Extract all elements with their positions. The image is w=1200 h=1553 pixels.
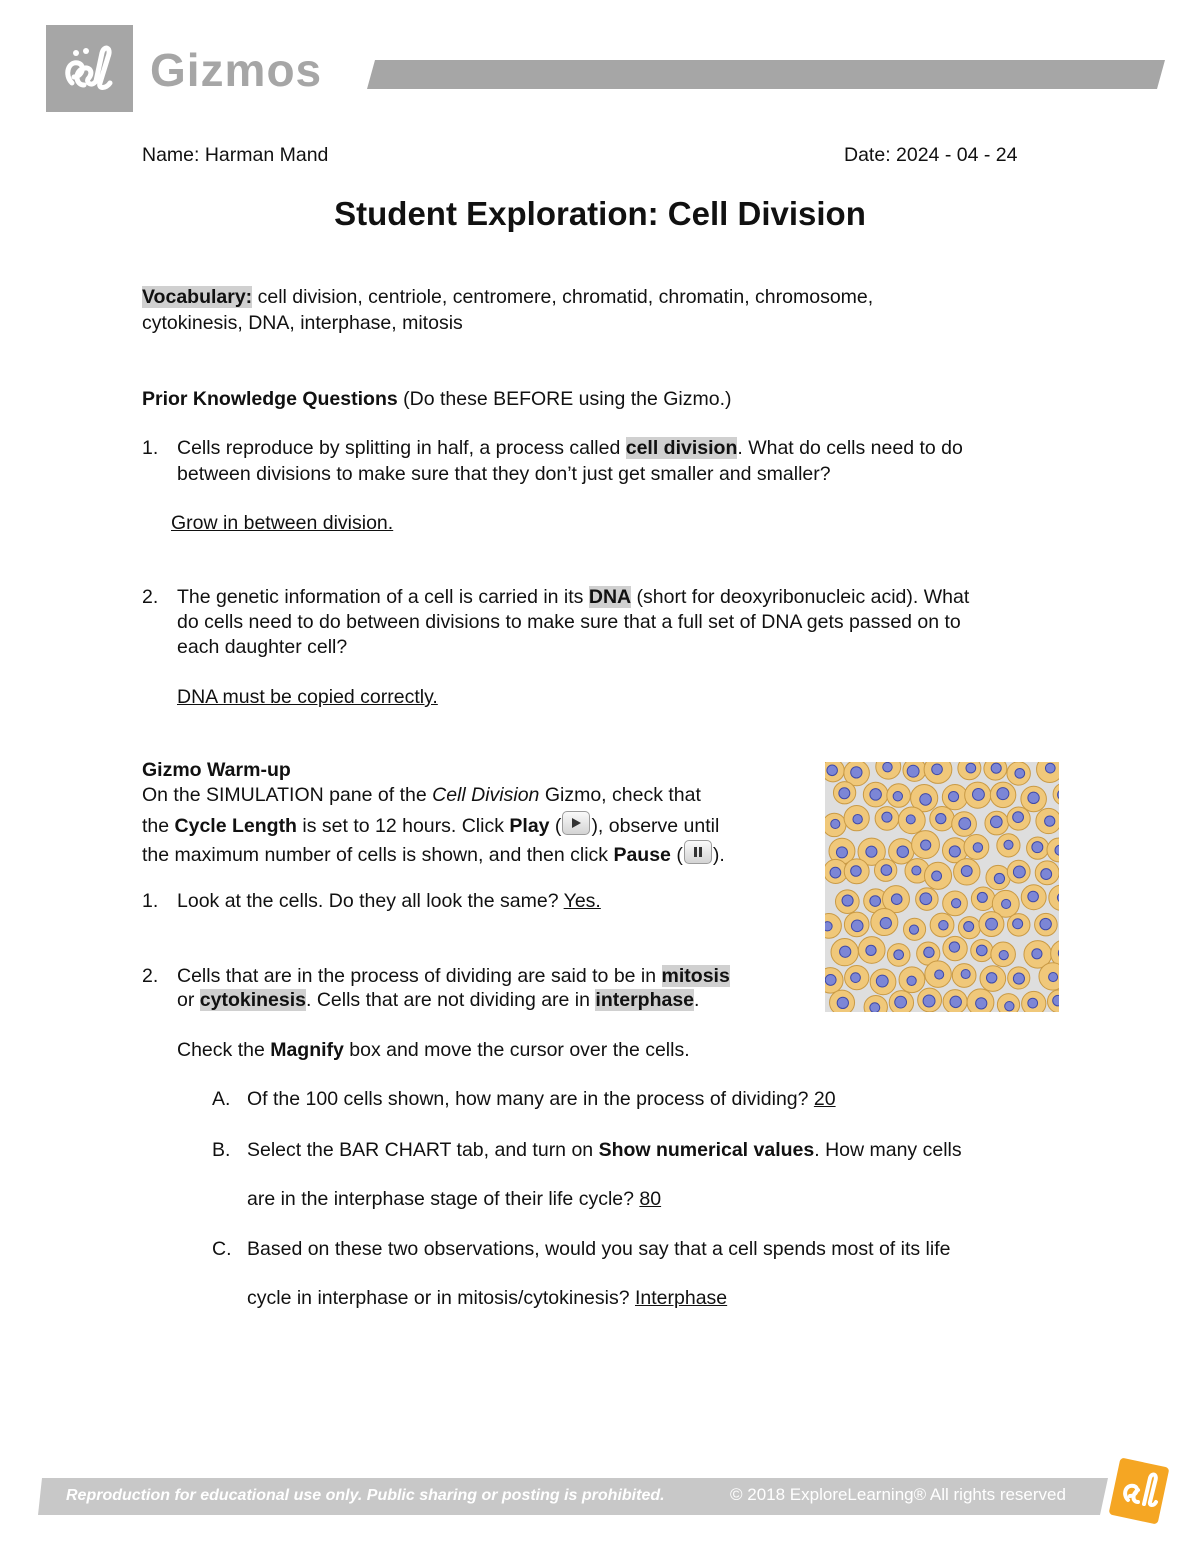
cell	[979, 912, 1004, 937]
cell	[1037, 762, 1059, 782]
cell	[924, 862, 951, 889]
cell	[942, 784, 967, 809]
warmup-intro3-d: ).	[712, 844, 725, 866]
brand-title: Gizmos	[150, 44, 323, 96]
cell	[991, 942, 1016, 967]
play-button[interactable]	[562, 811, 590, 835]
cell	[986, 865, 1010, 889]
wu-q2-text-d: . Cells that are not dividing are in	[306, 989, 596, 1011]
gizmo-name: Cell Division	[432, 784, 540, 806]
warmup-intro-text-a: On the SIMULATION pane of the	[142, 784, 433, 806]
pk-q2-line-3: each daughter cell?	[177, 636, 348, 658]
cell	[876, 762, 901, 779]
cell	[899, 967, 925, 993]
cell	[1036, 808, 1059, 833]
el-logo-icon	[46, 25, 133, 112]
wu-q2-text-c: or	[177, 989, 200, 1011]
cell	[954, 859, 980, 885]
cell	[990, 782, 1016, 808]
cell	[985, 811, 1009, 835]
pause-icon	[692, 846, 704, 858]
pk-q1-term: cell division	[625, 437, 738, 459]
cell	[844, 859, 869, 884]
cell	[971, 939, 993, 961]
wu-q2-text-a: Cells that are in the process of dividing are said to be in	[177, 965, 662, 987]
pk-q2-line-2: do cells need to do between divisions to make sure that a full set of DNA gets passed on to	[177, 611, 961, 633]
cell	[844, 912, 869, 937]
play-icon	[570, 817, 582, 829]
prior-knowledge-title: Prior Knowledge Questions	[142, 388, 398, 410]
cell	[887, 944, 910, 967]
warmup-intro3-a: the maximum number of cells is shown, and then click	[142, 844, 614, 866]
cell	[1022, 991, 1046, 1012]
pause-button[interactable]	[684, 840, 712, 864]
pause-term: Pause	[613, 844, 671, 866]
pk-q2-line-1	[177, 585, 969, 609]
cell-simulation-image	[825, 762, 1059, 1012]
cell	[830, 990, 855, 1012]
pk-q1-number: 1.	[142, 437, 159, 459]
sub-a-letter: A.	[212, 1088, 231, 1110]
sub-b-letter: B.	[212, 1139, 231, 1161]
sub-c-answer: Interphase	[635, 1287, 728, 1309]
cell	[889, 839, 914, 864]
cell	[1035, 913, 1058, 936]
warmup-intro2-c: is set to 12 hours. Click	[296, 815, 510, 837]
cell	[845, 965, 869, 989]
warmup-intro2-e: ), observe until	[591, 815, 720, 837]
cell	[871, 908, 898, 935]
vocabulary-terms-1: cell division, centriole, centromere, chromatid, chromatin, chromosome,	[252, 286, 874, 308]
cell	[1035, 861, 1059, 885]
sub-b-line-2	[247, 1187, 661, 1211]
cell	[844, 806, 869, 831]
footer-notice: Reproduction for educational use only. Public sharing or posting is prohibited.	[66, 1487, 665, 1504]
name-field: Name: Harman Mand	[142, 144, 329, 166]
cell	[889, 991, 913, 1012]
cell	[825, 813, 846, 836]
warmup-intro-line-1	[142, 783, 701, 807]
warmup-intro2-d: (	[549, 815, 562, 837]
cell	[997, 994, 1019, 1012]
prior-knowledge-note: (Do these BEFORE using the Gizmo.)	[397, 388, 732, 410]
vocabulary-line-2: cytokinesis, DNA, interphase, mitosis	[142, 312, 463, 334]
cell	[1007, 914, 1029, 936]
wu-q1-number: 1.	[142, 890, 159, 912]
cell	[952, 964, 976, 988]
magnify-term: Magnify	[270, 1039, 344, 1061]
cell	[997, 834, 1020, 857]
cell	[831, 938, 858, 965]
pk-q2-term: DNA	[588, 586, 632, 608]
vocabulary-line-1	[142, 285, 873, 309]
cell	[958, 762, 981, 780]
cell	[1027, 837, 1049, 859]
sub-b-line-1	[247, 1138, 962, 1162]
sub-a-text: Of the 100 cells shown, how many are in the process of dividing?	[247, 1088, 814, 1110]
sub-b-text-d: are in the interphase stage of their life cycle?	[247, 1188, 640, 1210]
warmup-intro-line-2	[142, 811, 719, 838]
cell	[971, 887, 994, 910]
warmup-intro-line-3	[142, 840, 725, 867]
cell	[925, 961, 951, 987]
date-field: Date: 2024 - 04 - 24	[844, 144, 1018, 166]
vocabulary-label: Vocabulary:	[142, 286, 253, 308]
check-text-a: Check the	[177, 1039, 271, 1061]
warmup-intro2-a: the	[142, 815, 175, 837]
wu-q2-text-e: .	[694, 989, 700, 1011]
cells-illustration	[825, 762, 1059, 1012]
footer-copyright: © 2018 ExploreLearning® All rights reserved	[730, 1485, 1066, 1504]
cell	[965, 782, 991, 808]
cell	[918, 988, 942, 1012]
show-numerical-values-term: Show numerical values	[598, 1139, 815, 1161]
el-logo	[46, 25, 133, 112]
cell	[1047, 838, 1059, 862]
cell	[903, 762, 926, 781]
cell	[835, 890, 859, 914]
cell	[904, 918, 926, 940]
cell	[984, 762, 1007, 780]
cell	[930, 806, 954, 830]
warmup-intro-text-b: Gizmo, check that	[539, 784, 701, 806]
cell	[1008, 967, 1030, 989]
warmup-intro3-c: (	[670, 844, 683, 866]
pk-q2-text-b: (short for deoxyribonucleic acid). What	[631, 586, 970, 608]
play-term: Play	[509, 815, 550, 837]
sub-a-answer: 20	[813, 1088, 836, 1110]
cell	[825, 914, 841, 939]
sub-b-text-c: . How many cells	[814, 1139, 962, 1161]
sub-c-line-1: Based on these two observations, would you say that a cell spends most of its life	[247, 1238, 951, 1260]
wu-q1-text: Look at the cells. Do they all look the same?	[177, 890, 564, 912]
cell	[930, 913, 954, 937]
el-footer-logo-icon	[1108, 1456, 1170, 1526]
cell	[1053, 783, 1059, 805]
cycle-length-term: Cycle Length	[174, 815, 297, 837]
cell	[825, 762, 844, 782]
cell	[943, 990, 967, 1012]
pk-q2-number: 2.	[142, 586, 159, 608]
cell	[924, 762, 952, 783]
cell	[887, 784, 911, 808]
cell	[1007, 762, 1030, 785]
cell	[958, 917, 980, 939]
cell	[943, 891, 968, 916]
check-text-c: box and move the cursor over the cells.	[343, 1039, 690, 1061]
prior-knowledge-heading	[142, 387, 732, 411]
sub-c-line-2	[247, 1286, 727, 1310]
cell	[864, 995, 887, 1012]
pk-q1-line-1	[177, 436, 963, 460]
pk-q2-text-a: The genetic information of a cell is carried in its	[177, 586, 589, 608]
page-title: Student Exploration: Cell Division	[334, 195, 866, 232]
interphase-term: interphase	[595, 989, 695, 1011]
cell	[1049, 885, 1059, 911]
wu-q2-line-2	[177, 988, 699, 1012]
mitosis-term: mitosis	[661, 965, 730, 987]
cell	[863, 782, 888, 807]
sub-b-text-a: Select the BAR CHART tab, and turn on	[247, 1139, 599, 1161]
cell	[833, 782, 855, 804]
cell	[1021, 786, 1047, 812]
wu-q2-line-1	[177, 964, 730, 988]
sub-c-text: cycle in interphase or in mitosis/cytokinesis?	[247, 1287, 635, 1309]
sub-c-letter: C.	[212, 1238, 232, 1260]
cell	[898, 807, 925, 834]
cell	[967, 989, 994, 1012]
cell	[1047, 990, 1059, 1012]
pk-q1-answer: Grow in between division.	[171, 512, 394, 534]
warmup-heading: Gizmo Warm-up	[142, 759, 291, 781]
header-bar	[367, 60, 1165, 89]
pk-q1-text-b: . What do cells need to do	[737, 437, 963, 459]
cell	[912, 831, 940, 859]
magnify-instruction	[177, 1038, 690, 1062]
cell	[874, 859, 896, 881]
sub-b-answer: 80	[639, 1188, 662, 1210]
cell	[1021, 885, 1046, 910]
sub-a-line	[247, 1087, 836, 1111]
pk-q1-text-a: Cells reproduce by splitting in half, a process called	[177, 437, 626, 459]
wu-q2-number: 2.	[142, 965, 159, 987]
cell	[964, 835, 989, 860]
cell	[875, 807, 899, 831]
wu-q1-line	[177, 889, 601, 913]
cell	[1007, 807, 1030, 830]
wu-q1-answer: Yes.	[563, 890, 601, 912]
cell	[952, 812, 977, 837]
cytokinesis-term: cytokinesis	[199, 989, 306, 1011]
cell	[943, 936, 967, 960]
cell	[980, 966, 1006, 992]
cell	[870, 969, 896, 995]
cell	[825, 968, 843, 993]
cell	[1007, 860, 1030, 883]
pk-q1-line-2: between divisions to make sure that they don’t just get smaller and smaller?	[177, 463, 831, 485]
cell	[858, 937, 885, 964]
cell	[916, 888, 939, 911]
pk-q2-answer: DNA must be copied correctly.	[177, 686, 438, 708]
